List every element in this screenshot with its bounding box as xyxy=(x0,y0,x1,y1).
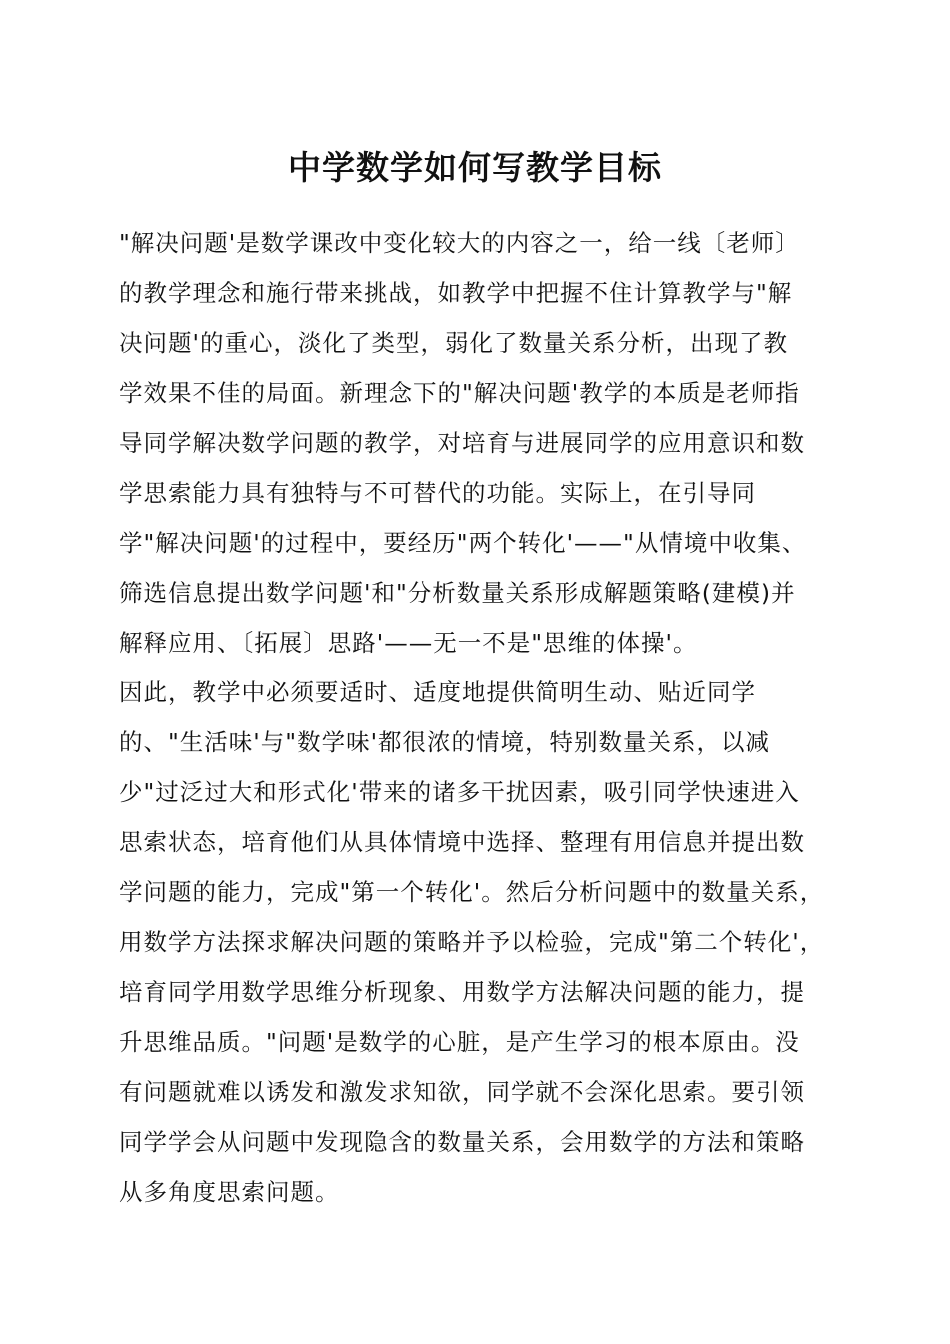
document-title: 中学数学如何写教学目标 xyxy=(288,148,662,187)
paragraph-1 xyxy=(119,218,859,668)
text-line: "解决问题'是数学课改中变化较大的内容之一，给一线〔老师〕 xyxy=(119,229,800,257)
text-line: 的教学理念和施行带来挑战，如教学中把握不住计算教学与"解 xyxy=(119,279,793,307)
text-line: 学"解决问题'的过程中，要经历"两个转化'——"从情境中收集、 xyxy=(119,529,807,557)
text-line: 学问题的能力，完成"第一个转化'。然后分析问题中的数量关系， xyxy=(119,878,825,906)
text-line: 培育同学用数学思维分析现象、用数学方法解决问题的能力，提 xyxy=(119,978,805,1006)
text-line: 有问题就难以诱发和激发求知欲，同学就不会深化思索。要引领 xyxy=(119,1078,805,1106)
text-line: 用数学方法探求解决问题的策略并予以检验，完成"第二个转化'， xyxy=(119,928,825,956)
text-line: 学思索能力具有独特与不可替代的功能。实际上，在引导同 xyxy=(119,479,756,507)
text-line: 同学学会从问题中发现隐含的数量关系，会用数学的方法和策略 xyxy=(119,1128,805,1156)
text-line: 从多角度思索问题。 xyxy=(119,1178,340,1206)
paragraph-2 xyxy=(119,667,859,1217)
text-line: 解释应用、〔拓展〕思路'——无一不是"思维的体操'。 xyxy=(119,629,698,657)
text-line: 筛选信息提出数学问题'和"分析数量关系形成解题策略(建模)并 xyxy=(119,579,796,607)
text-line: 学效果不佳的局面。新理念下的"解决问题'教学的本质是老师指 xyxy=(119,379,800,407)
text-line: 升思维品质。"问题'是数学的心脏，是产生学习的根本原由。没 xyxy=(119,1028,800,1056)
text-line: 思索状态，培育他们从具体情境中选择、整理有用信息并提出数 xyxy=(119,828,805,856)
text-line: 因此，教学中必须要适时、适度地提供简明生动、贴近同学 xyxy=(119,678,756,706)
text-line: 少"过泛过大和形式化'带来的诸多干扰因素，吸引同学快速进入 xyxy=(119,778,800,806)
text-line: 导同学解决数学问题的教学，对培育与进展同学的应用意识和数 xyxy=(119,429,805,457)
text-line: 的、"生活味'与"数学味'都很浓的情境，特别数量关系，以减 xyxy=(119,728,771,756)
text-line: 决问题'的重心，淡化了类型，弱化了数量关系分析，出现了教 xyxy=(119,329,788,357)
